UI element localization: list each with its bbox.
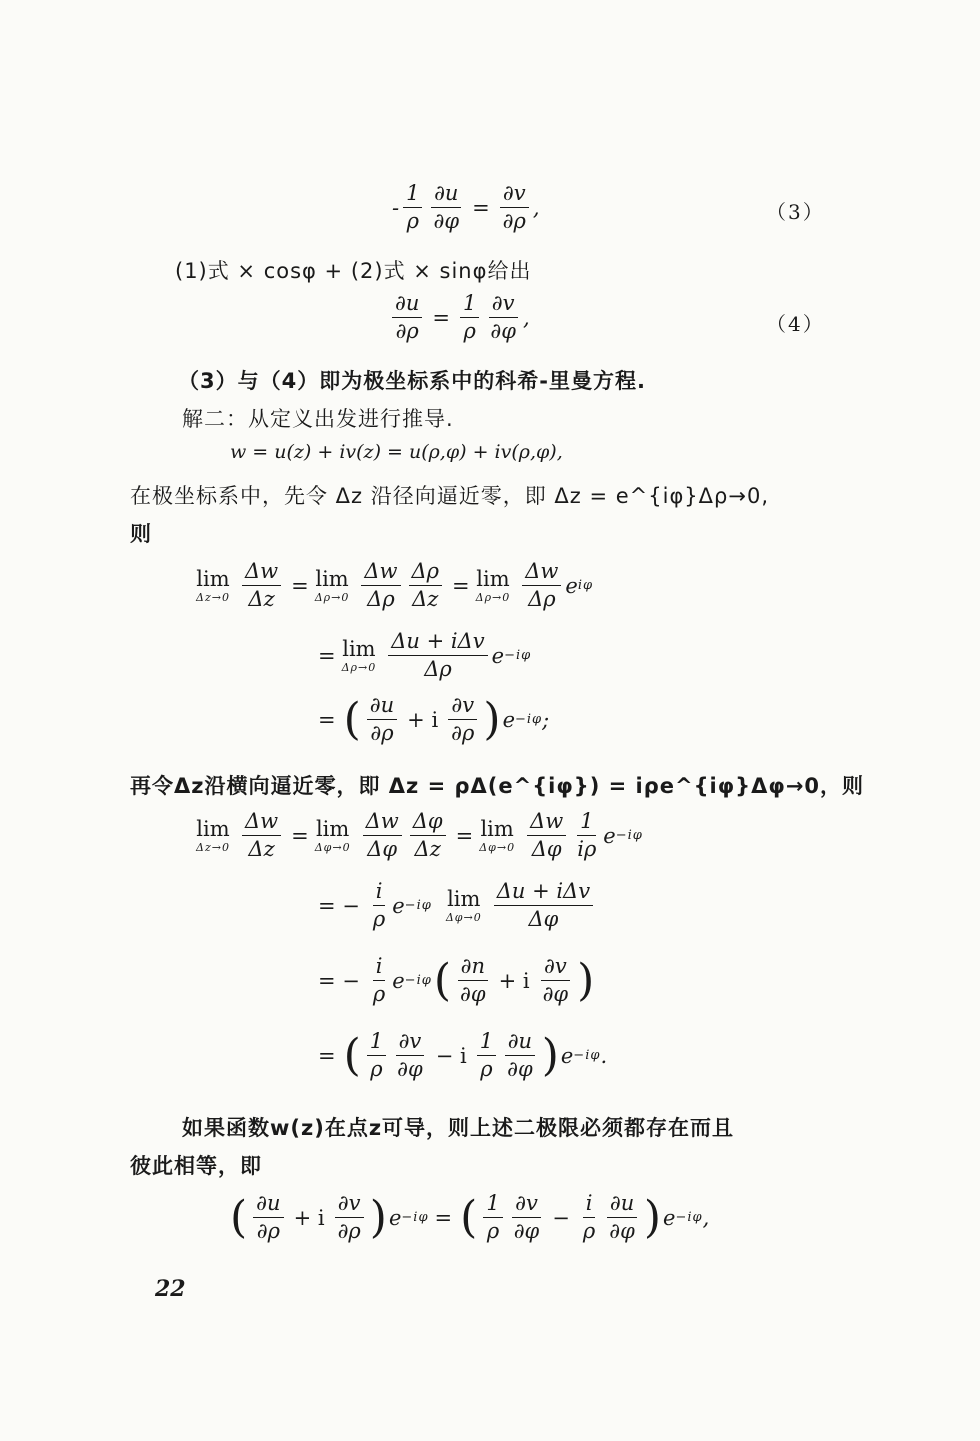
fraction: $\frac{\partial v}{\partial\varphi}$ (490, 291, 516, 344)
text-line-4: 在极坐标系中，先令 Δz 沿径向逼近零，即 Δz = e^{iφ}Δρ→0, (130, 484, 770, 508)
fraction: $\frac{\partial v}{\partial\rho}$ (500, 182, 529, 233)
text-line-8: 彼此相等，即 (130, 1154, 262, 1178)
equation-number-3: （3） (766, 200, 825, 224)
transverse-limit-row-3: = − $\frac{i}{\rho}$ e −iφ ( $\frac{\partial n}{\partial\varphi}$ + i $\frac{\partial v}{\partial\varphi}$ ) (318, 954, 595, 1007)
page-number: 22 (155, 1276, 186, 1302)
equation-number-4: （4） (766, 312, 825, 336)
final-equality: ( $\frac{\partial u}{\partial\rho}$ + i $\frac{\partial v}{\partial\rho}$ ) e −iφ = ( $\frac{1}{\rho}$ $\frac{\partial v}{\partial\varphi}$ − $\frac{i}{\rho}$ $\frac{\partial u}{\partial\varphi}$ ) e −iφ , (230, 1191, 710, 1244)
text-line-5: 则 (130, 522, 152, 546)
transverse-limit-row-1: lim Δz→0 $\frac{\Delta w}{\Delta z}$ = lim Δφ→0 $\frac{\Delta w}{\Delta\varphi}$ $\frac{\Delta\varphi}{\Delta z}$ = lim Δφ→0 $\frac{\Delta w}{\Delta\varphi}$ $\frac{1}{i\rho}$ e −iφ (196, 809, 643, 862)
radial-limit-row-1: lim Δz→0 $\frac{\Delta w}{\Delta z}$ = lim Δρ→0 $\frac{\Delta w}{\Delta\rho}$ $\frac{\Delta\rho}{\Delta z}$ = lim Δρ→0 $\frac{\Delta w}{\Delta\rho}$ e iφ (196, 559, 594, 612)
text-line-2: （3）与（4）即为极坐标系中的科希-里曼方程. (178, 369, 646, 393)
text-line-1: (1)式 × cosφ + (2)式 × sinφ给出 (175, 259, 532, 283)
fraction: $\frac{1}{\rho}$ (460, 292, 479, 343)
radial-limit-row-2: = lim Δρ→0 $\frac{\text{Δu + iΔv}}{\Delta\rho}$ e −iφ (318, 629, 532, 682)
fraction: $\frac{\partial u}{\partial\varphi}$ (430, 182, 462, 233)
text-line-7: 如果函数w(z)在点z可导，则上述二极限必须都存在而且 (182, 1116, 735, 1140)
transverse-limit-row-2: = − $\frac{i}{\rho}$ e −iφ lim Δφ→0 $\frac{\text{Δu + iΔv}}{\Delta\varphi}$ (312, 880, 597, 931)
fraction: $\frac{\partial u}{\partial\rho}$ (392, 292, 422, 343)
text-line-3: 解二：从定义出发进行推导. (182, 407, 454, 431)
radial-limit-row-3: = ( $\frac{\partial u}{\partial\rho}$ + i $\frac{\partial v}{\partial\rho}$ ) e −iφ ; (318, 693, 550, 746)
minus-sign: - (392, 195, 400, 220)
transverse-limit-row-4: = ( $\frac{1}{\rho}$ $\frac{\partial v}{\partial\varphi}$ − i $\frac{1}{\rho}$ $\frac{\partial u}{\partial\varphi}$ ) e −iφ . (318, 1029, 608, 1082)
equation-4: $\frac{\partial u}{\partial\rho}$ = $\frac{1}{\rho}$ $\frac{\partial v}{\partial\varphi}$ , (388, 292, 530, 343)
equation-3: - $\frac{1}{\rho}$ $\frac{\partial u}{\partial\varphi}$ = $\frac{\partial v}{\partial\rho}$ , (392, 181, 540, 234)
w-definition: w = u(z) + iv(z) = u(ρ,φ) + iv(ρ,φ), (230, 441, 563, 463)
fraction: $\frac{1}{\rho}$ (403, 182, 422, 233)
text-line-6: 再令Δz沿横向逼近零，即 Δz = ρΔ(e^{iφ}) = iρe^{iφ}Δφ→0，则 (130, 774, 865, 798)
